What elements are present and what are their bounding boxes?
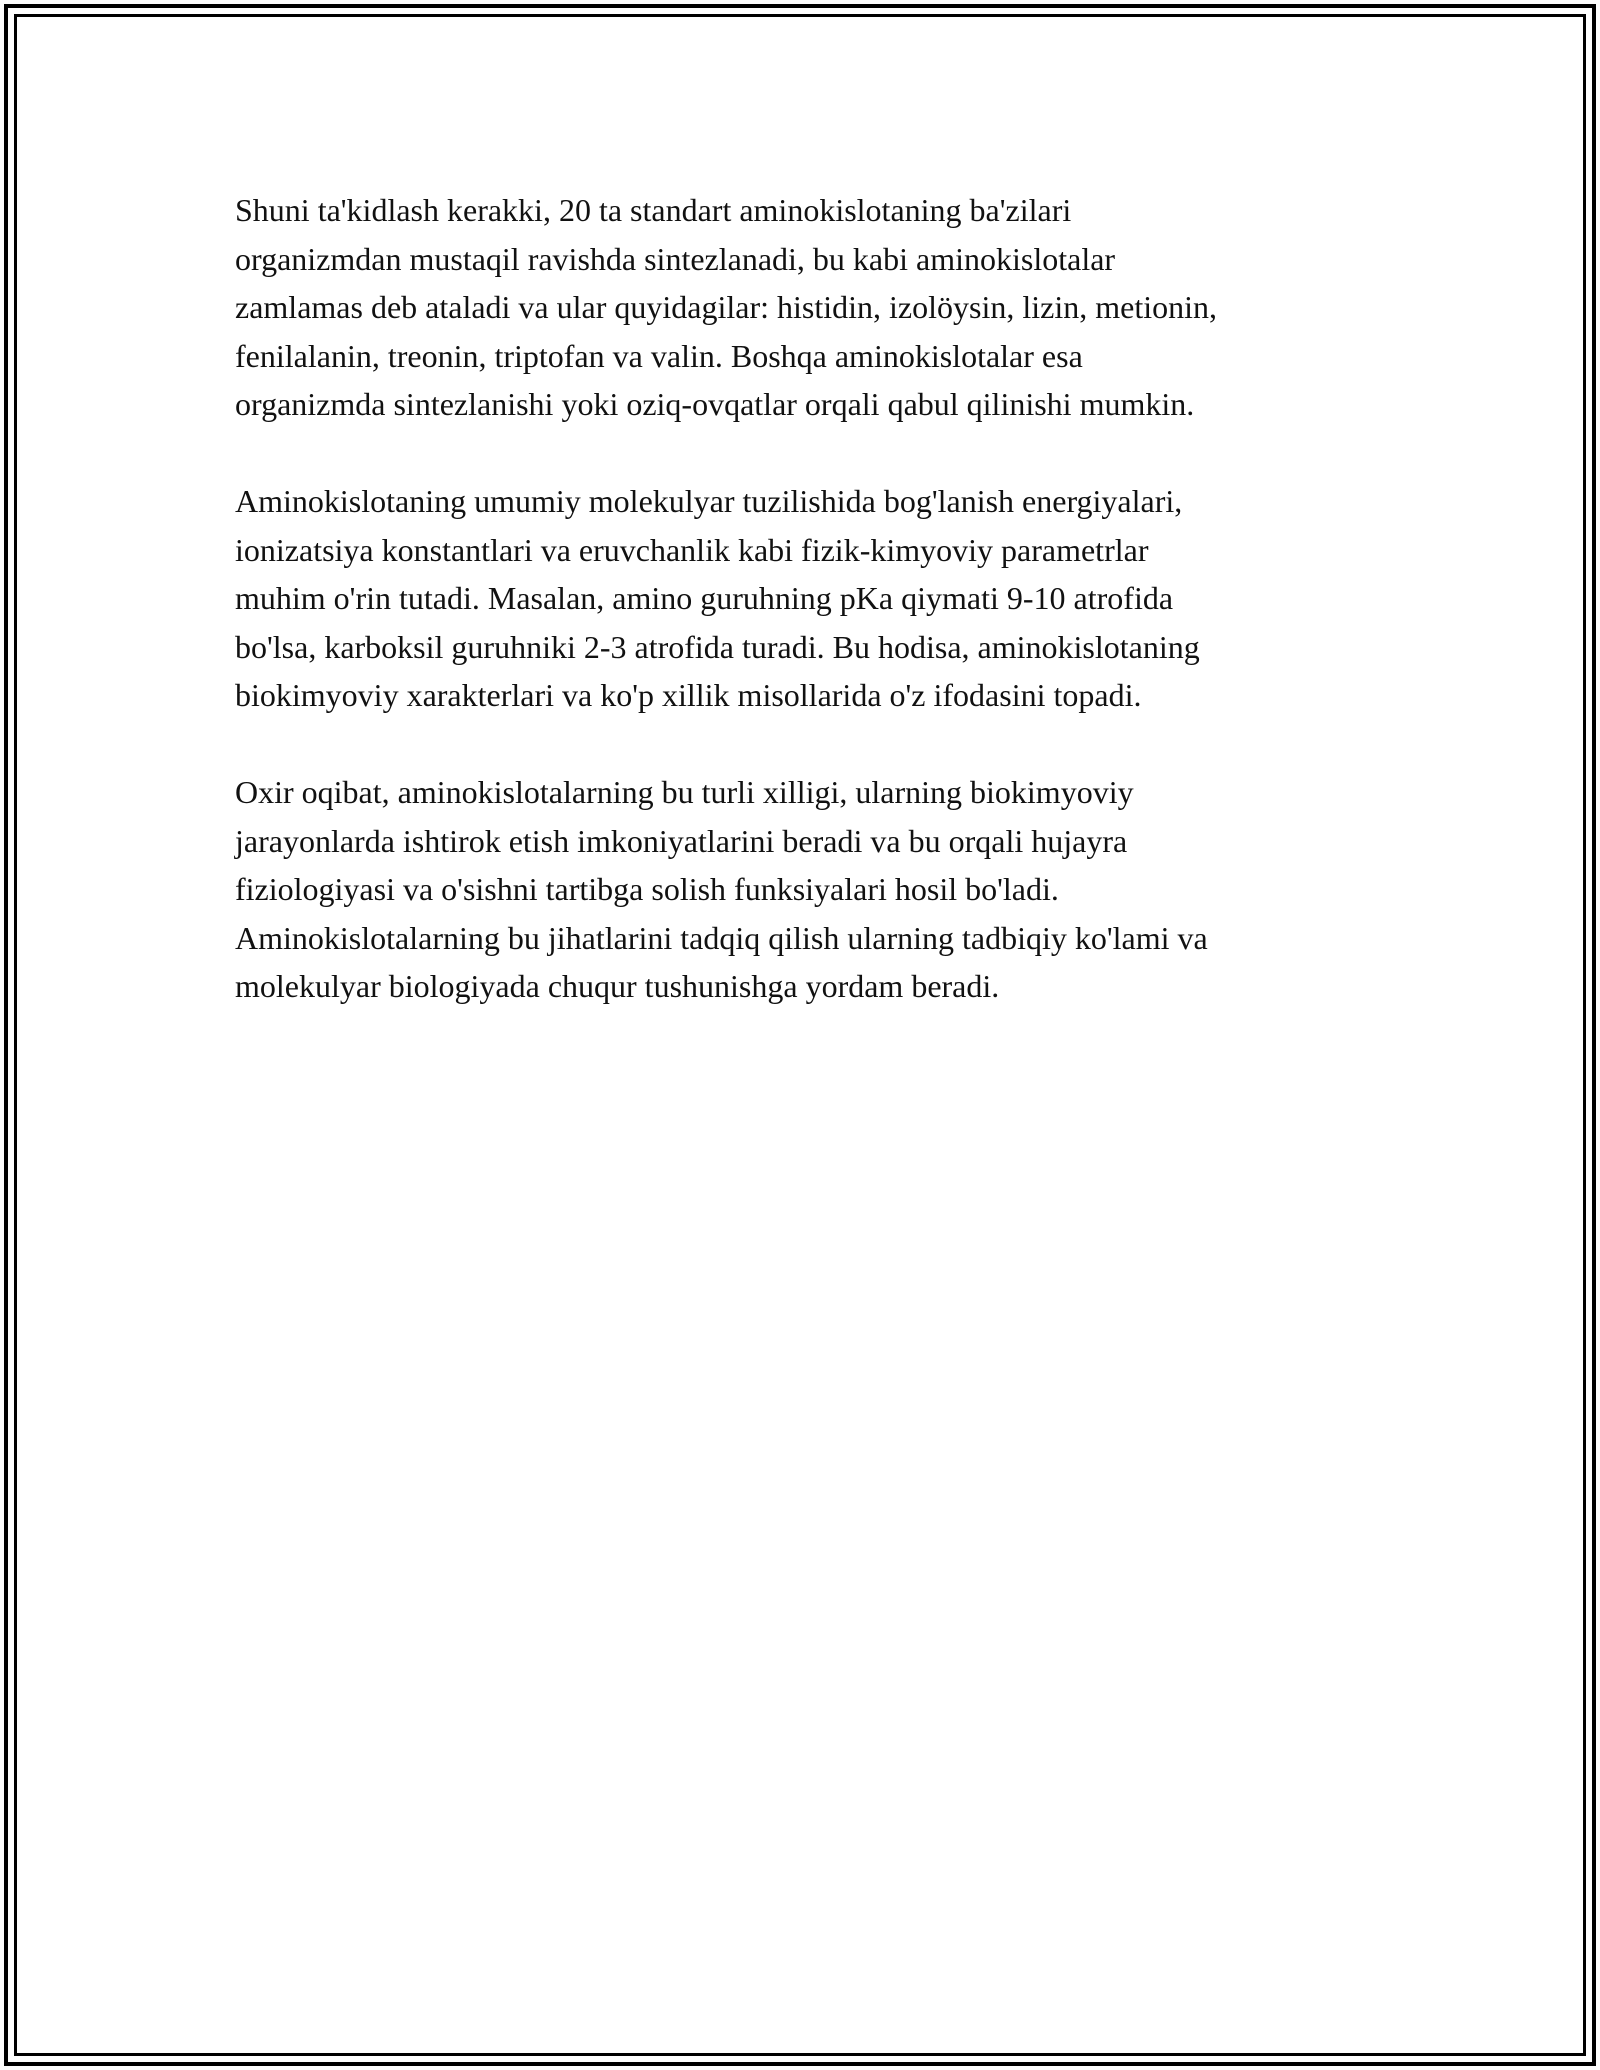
paragraph-2: Aminokislotaning umumiy molekulyar tuzilishida bog'lanish energiyalari, ionizatsiya konstantlari va eruvchanlik kabi fizik-kimyoviy parametrlar muhim o'rin tutadi. Masalan, amino guruhning pKa qiymati 9-10 atrofida bo'lsa, karboksil guruhniki 2-3 atrofida turadi. Bu hodisa, aminokislotaning biokimyoviy xarakterlari va ko'p xillik misollarida o'z ifodasini topadi. [235,483,1200,713]
document-body [235,186,1395,1059]
paragraph-3: Oxir oqibat, aminokislotalarning bu turli xilligi, ularning biokimyoviy jarayonlarda ishtirok etish imkoniyatlarini beradi va bu orqali hujayra fiziologiyasi va o'sishni tartibga solish funksiyalari hosil bo'ladi. Aminokislotalarning bu jihatlarini tadqiq qilish ularning tadbiqiy ko'lami va molekulyar biologiyada chuqur tushunishga yordam beradi. [235,774,1208,1004]
paragraph-1: Shuni ta'kidlash kerakki, 20 ta standart aminokislotaning ba'zilari organizmdan mustaqil ravishda sintezlanadi, bu kabi aminokislotalar zamlamas deb ataladi va ular quyidagilar: histidin, izolöysin, lizin, metionin, fenilalanin, treonin, triptofan va valin. Boshqa aminokislotalar esa organizmda sintezlanishi yoki oziq-ovqatlar orqali qabul qilinishi mumkin. [235,192,1217,422]
